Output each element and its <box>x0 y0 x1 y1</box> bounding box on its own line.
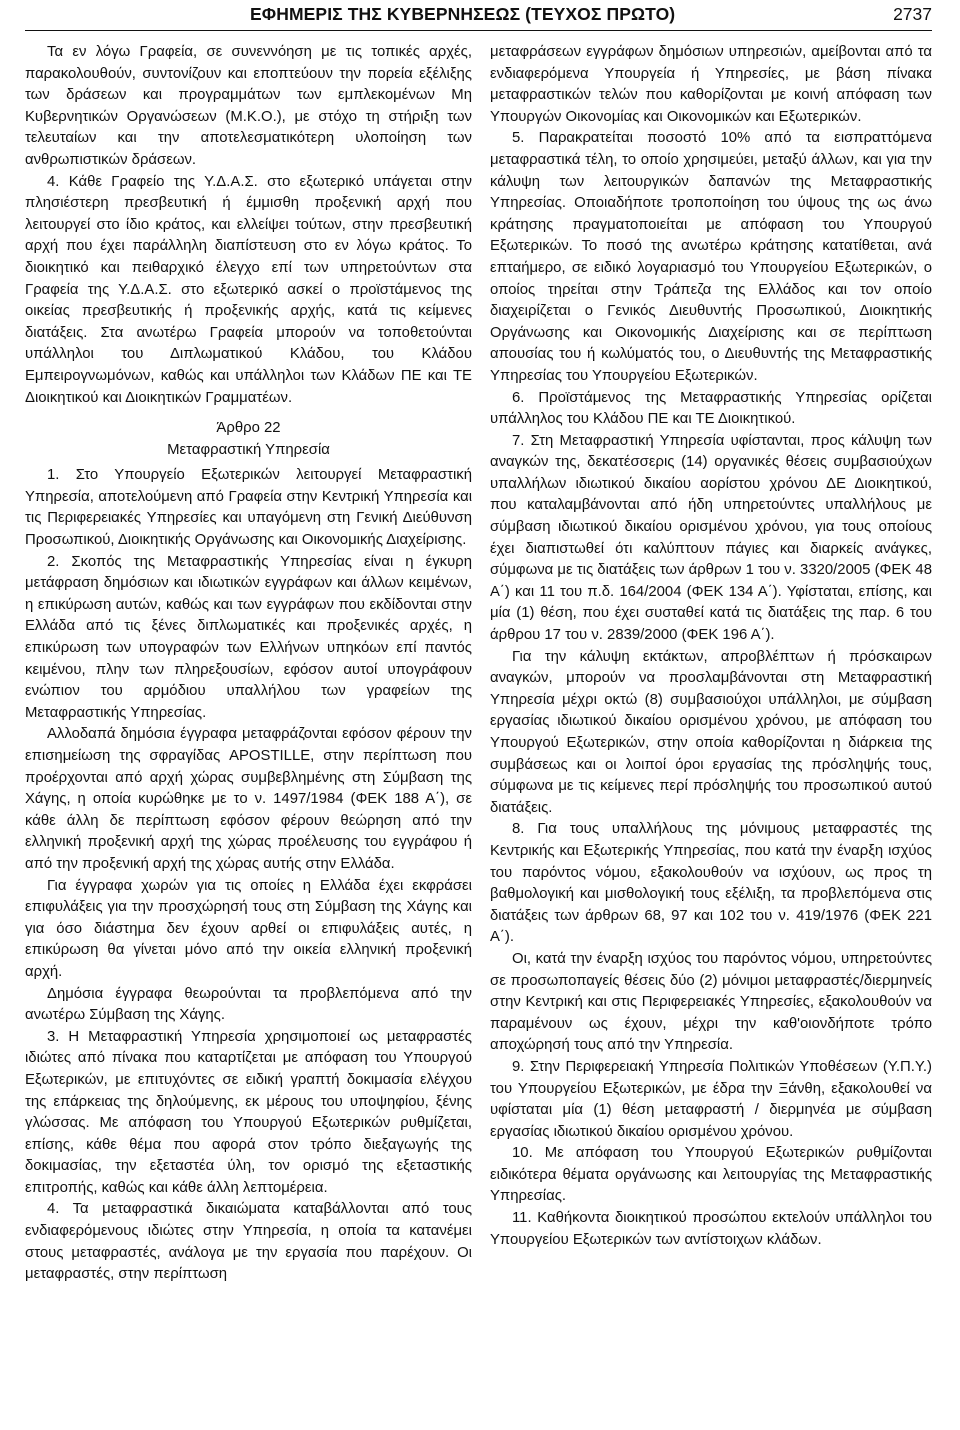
paragraph: Δημόσια έγγραφα θεωρούνται τα προβλεπόμενα από την ανωτέρω Σύμβαση της Χάγης. <box>25 985 472 1024</box>
paragraph: 9. Στην Περιφερειακή Υπηρεσία Πολιτικών Υποθέσεων (Υ.Π.Υ.) του Υπουργείου Εξωτερικών, με έδρα την Ξάνθη, εξακολουθεί να υφίσταται μία (1) θέση μεταφραστή / διερμηνέα με σύμβαση εργασίας ιδιωτικού δικαίου ορισμένου χρόνου. <box>490 1058 932 1140</box>
paragraph: 2. Σκοπός της Μεταφραστικής Υπηρεσίας είναι η έγκυρη μετάφραση δημόσιων και ιδιωτικών εγγράφων και άλλων κειμένων, η επικύρωση αυτών, καθώς και των εγγράφων που εκδίδονται στην Ελλάδα από τις ξένες διπλωματικές και προξενικές αρχές, η επικύρωση των υπογραφών των Ελλήνων υπηκόων επί παντός κειμένου, πλην των πληρεξουσίων, εφόσον αυτοί υπογράφουν ενώπιον του αρμόδιου υπαλλήλου των γραφείων της Μεταφραστικής Υπηρεσίας. <box>25 553 472 721</box>
page-number: 2737 <box>893 4 932 24</box>
left-column <box>25 42 472 1286</box>
paragraph: 11. Καθήκοντα διοικητικού προσώπου εκτελούν υπάλληλοι του Υπουργείου Εξωτερικών των αντίστοιχων κλάδων. <box>490 1210 932 1248</box>
paragraph: 5. Παρακρατείται ποσοστό 10% από τα εισπραττόμενα μεταφραστικά τέλη, το οποίο χρησιμεύει, μεταξύ άλλων, και για την κάλυψη των λειτουργικών δαπανών της Μεταφραστικής Υπηρεσίας. Οποιαδήποτε τροποποίηση του ύψους της ως άνω κράτησης πραγματοποιείται με απόφαση του Υπουργού Εξωτερικών. Το ποσό της ανωτέρω κράτησης κατατίθεται, ανά επταήμερο, σε ειδικό λογαριασμό του Υπουργείου Εξωτερικών, ο οποίος τηρείται στην Τράπεζα της Ελλάδος και τον οποίο διαχειρίζεται ο Γενικός Διευθυντής Προσωπικού, Διοικητικής Οργάνωσης και Οικονομικής Διαχείρισης και σε περίπτωση απουσίας του ή κωλύματός του, ο Διευθυντής της Μεταφραστικής Υπηρεσίας του Υπουργείου Εξωτερικών. <box>490 130 932 384</box>
article-title: Μεταφραστική Υπηρεσία <box>167 441 330 458</box>
paragraph: Οι, κατά την έναρξη ισχύος του παρόντος νόμου, υπηρετούντες σε προσωποπαγείς θέσεις δύο (2) μόνιμοι μεταφραστές/διερμηνείς στην Κεντρική και στις Περιφερειακές Υπηρεσίες, εξακολουθούν να παραμένουν ως έχουν, μέχρι την καθ'οιονδήποτε τρόπο αποχώρησή τους από την Υπηρεσία. <box>490 950 932 1054</box>
paragraph: 7. Στη Μεταφραστική Υπηρεσία υφίστανται, προς κάλυψη των αναγκών της, δεκατέσσερις (14) οργανικές θέσεις συμβασιούχων υπαλλήλων ιδιωτικού δικαίου αορίστου χρόνου ΔΕ Διοικητικού, που καταλαμβάνονται από ήδη υπηρετούντες υπαλλήλους με σύμβαση ιδιωτικού δικαίου ορισμένου χρόνου, για τους οποίους έχει διαπιστωθεί ότι καλύπτουν πάγιες και διαρκείς ανάγκες, σύμφωνα με τις διατάξεις των άρθρων 1 του ν. 3320/2005 (ΦΕΚ 48 Α΄) και 11 του π.δ. 164/2004 (ΦΕΚ 134 Α΄). Υφίσταται, επίσης, και μία (1) θέση, που έχει συσταθεί κατά τις διατάξεις της παρ. 6 του άρθρου 17 του ν. 2839/2000 (ΦΕΚ 196 Α΄). <box>490 432 932 644</box>
article-number: Άρθρο 22 <box>216 420 281 437</box>
paragraph: μεταφράσεων εγγράφων δημόσιων υπηρεσιών, αμείβονται από τα ενδιαφερόμενα Υπουργεία ή Υπηρεσίες, με βάση πίνακα μεταφραστικών τελών που καθορίζονται με κοινή απόφαση των Υπουργών Οικονομίας και Οικονομικών και Εξωτερικών. <box>490 44 932 125</box>
paragraph: Αλλοδαπά δημόσια έγγραφα μεταφράζονται εφόσον φέρουν την επισημείωση της σφραγίδας APOSTILLE, στην περίπτωση που προέρχονται από αρχή χώρας συμβεβλημένης στη Σύμβαση της Χάγης, η οποία κυρώθηκε με το ν. 1497/1984 (ΦΕΚ 188 Α΄), σε κάθε άλλη δε περίπτωση εφόσον φέρουν θεώρηση από την ελληνική προξενική αρχή της χώρας προέλευσης του εγγράφου ή από την προξενική αρχή της χώρας αυτής στην Ελλάδα. <box>25 726 472 872</box>
paragraph: Για έγγραφα χωρών για τις οποίες η Ελλάδα έχει εκφράσει επιφυλάξεις για την προσχώρησή τους στη Σύμβαση της Χάγης και για όσο διάστημα δεν έχουν αρθεί οι επιφυλάξεις αυτές, η επικύρωση θα γίνεται μόνο από την οικεία ελληνική προξενική αρχή. <box>25 877 472 980</box>
paragraph: Για την κάλυψη εκτάκτων, απροβλέπτων ή πρόσκαιρων αναγκών, μπορούν να προσλαμβάνονται στη Μεταφραστική Υπηρεσία μέχρι οκτώ (8) συμβασιούχοι υπάλληλοι, με σύμβαση εργασίας ιδιωτικού δικαίου ορισμένου χρόνου, με απόφαση του Υπουργού Εξωτερικών, στην οποία καθορίζονται η διάρκεια της συμβάσεως και οι λοιποί όροι εργασίας της πρόσληψής τους, σύμφωνα με τις κείμενες περί πρόσληψής του προσωπικού αυτού διατάξεις. <box>490 648 932 816</box>
paragraph: 8. Για τους υπαλλήλους της μόνιμους μεταφραστές της Κεντρικής και Εξωτερικής Υπηρεσίας, που κατά την έναρξη ισχύος του παρόντος νόμου, εξακολουθούν να ισχύουν, ως προς τη βαθμολογική και μισθολογική τους εξέλιξη, τα προβλεπόμενα στις διατάξεις των άρθρων 68, 97 και 102 του ν. 419/1976 (ΦΕΚ 221 Α΄). <box>490 821 932 946</box>
paragraph: 1. Στο Υπουργείο Εξωτερικών λειτουργεί Μεταφραστική Υπηρεσία, αποτελούμενη από Γραφεία στην Κεντρική Υπηρεσία και τις Περιφερειακές Υπηρεσίες και υπαγόμενη στη Γενική Διεύθυνση Προσωπικού, Διοικητικής Οργάνωσης και Οικονομικής Διαχείρισης. <box>25 467 472 549</box>
right-column <box>490 42 932 1251</box>
paragraph: 4. Τα μεταφραστικά δικαιώματα καταβάλλονται από τους ενδιαφερόμενους ιδιώτες στην Υπηρεσία, η οποία τα κατανέμει στους μεταφραστές, ανάλογα με την εργασία που παρέχουν. Οι μεταφραστές, στην περίπτωση <box>25 1201 472 1283</box>
page-header <box>25 0 932 31</box>
paragraph: 4. Κάθε Γραφείο της Υ.Δ.Α.Σ. στο εξωτερικό υπάγεται στην πλησιέστερη πρεσβευτική ή έμμισθη προξενική αρχή που λειτουργεί στο ίδιο κράτος, και ελλείψει τούτων, στην πρεσβευτική αρχή που έχει παράλληλη διαπίστευση στο εν λόγω κράτος. Το διοικητικό και πειθαρχικό έλεγχο επί των υπηρετούντων στα Γραφεία της Υ.Δ.Α.Σ. στο εξωτερικό ασκεί ο προϊστάμενος της οικείας πρεσβευτικής ή προξενικής αρχής, κατά τις κείμενες διατάξεις. Στα ανωτέρω Γραφεία μπορούν να τοποθετούνται υπάλληλοι του Διπλωματικού Κλάδου, του Κλάδου Εμπειρογνωμόνων, καθώς και υπάλληλοι των Κλάδων ΠΕ και ΤΕ Διοικητικού και Διοικητικών Γραμματέων. <box>25 173 472 406</box>
paragraph: 10. Με απόφαση του Υπουργού Εξωτερικών ρυθμίζονται ειδικότερα θέματα οργάνωσης και λειτουργίας της Μεταφραστικής Υπηρεσίας. <box>490 1145 932 1205</box>
paragraph: Τα εν λόγω Γραφεία, σε συνεννόηση με τις τοπικές αρχές, παρακολουθούν, συντονίζουν και εποπτεύουν την πορεία εξέλιξης των δράσεων και προγραμμάτων των εμπλεκομένων Μη Κυβερνητικών Οργανώσεων (Μ.Κ.Ο.), με στόχο τη στήριξη των τελευταίων και την αποτελεσματικότερη υλοποίηση των ανθρωπιστικών δράσεων. <box>25 44 472 168</box>
paragraph: 3. Η Μεταφραστική Υπηρεσία χρησιμοποιεί ως μεταφραστές ιδιώτες από πίνακα που καταρτίζεται με απόφαση του Υπουργού Εξωτερικών, με επιτυχόντες σε ειδική γραπτή δοκιμασία ελέγχου της επάρκειας της δηλούμενης, εκ μέρους του υποψηφίου, ξένης γλώσσας. Με απόφαση του Υπουργού Εξωτερικών ρυθμίζεται, επίσης, κάθε θέμα που αφορά στον τρόπο διεξαγωγής της δοκιμασίας, την εξεταστέα ύλη, τον ορισμό της εξεταστικής επιτροπής, καθώς και κάθε άλλη λεπτομέρεια. <box>25 1028 472 1196</box>
paragraph: 6. Προϊστάμενος της Μεταφραστικής Υπηρεσίας ορίζεται υπάλληλος του Κλάδου ΠΕ και ΤΕ Διοικητικού. <box>490 389 932 428</box>
gazette-title: ΕΦΗΜΕΡΙΣ ΤΗΣ ΚΥΒΕΡΝΗΣΕΩΣ (ΤΕΥΧΟΣ ΠΡΩΤΟ) <box>250 4 676 24</box>
